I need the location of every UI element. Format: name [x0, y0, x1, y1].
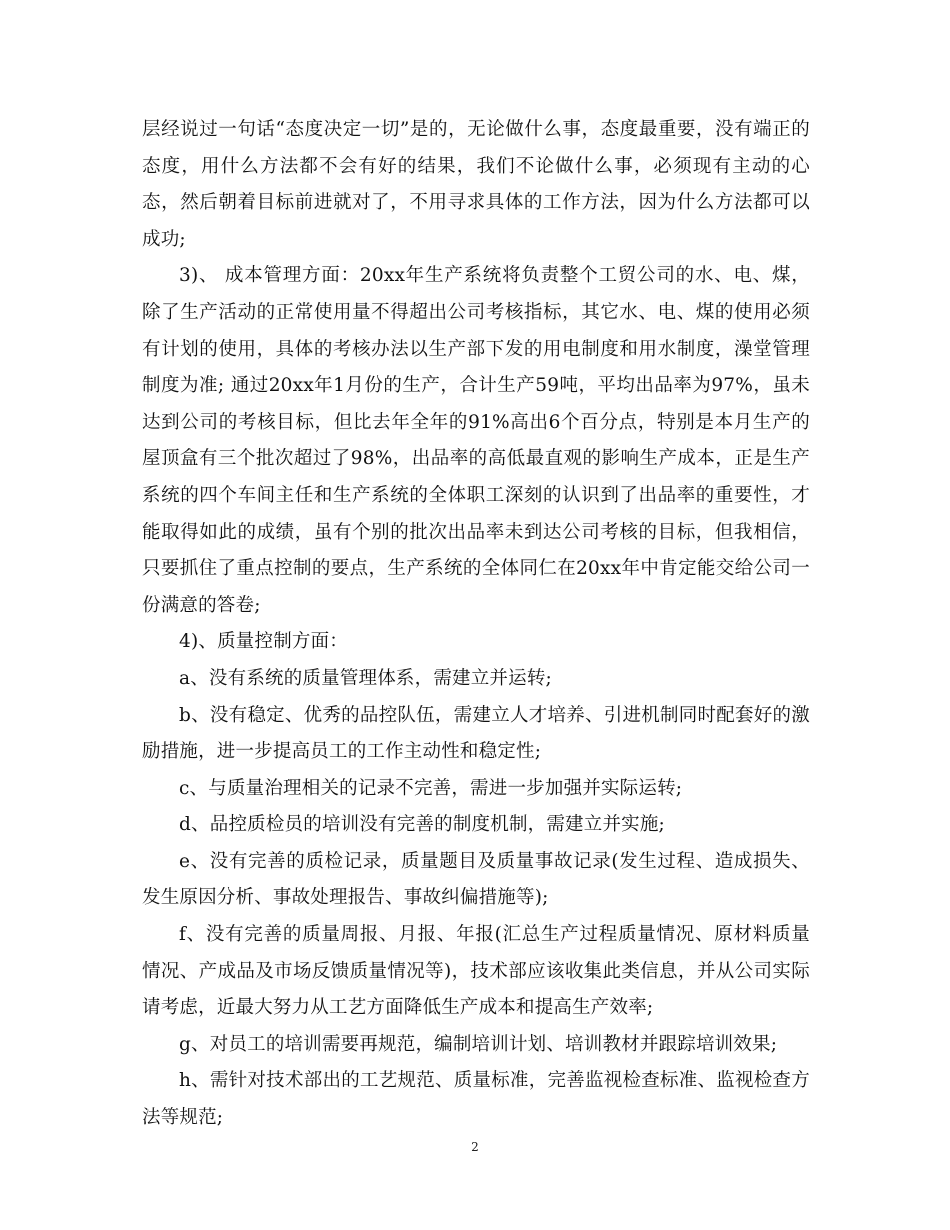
paragraph-attitude: 层经说过一句话“态度决定一切”是的，无论做什么事，态度最重要，没有端正的态度，用什么方法都不会有好的结果，我们不论做什么事，必须现有主动的心态，然后朝着目标前进就对了，不用寻求具体的工作方法，因为什么方法都可以成功; — [142, 119, 810, 250]
list-item-a: a、没有系统的质量管理体系，需建立并运转; — [179, 667, 552, 689]
list-item-g: g、对员工的培训需要再规范，编制培训计划、培训教材并跟踪培训效果; — [179, 1033, 778, 1055]
list-item-d: d、品控质检员的培训没有完善的制度机制，需建立并实施; — [179, 814, 665, 836]
list-item-h: h、需针对技术部出的工艺规范、质量标准，完善监视检查标准、监视检查方法等规范; — [142, 1070, 810, 1129]
page-number: 2 — [471, 1140, 479, 1154]
paragraph-cost-management: 3)、 成本管理方面：20xx年生产系统将负责整个工贸公司的水、电、煤，除了生产活动的正常使用量不得超出公司考核指标，其它水、电、煤的使用必须有计划的使用，具体的考核办法以生产部下发的用电制度和用水制度，澡堂管理制度为准; 通过20xx年1月份的生产，合计生产59吨，平均出品率为97%，虽未达到公司的考核目标，但比去年全年的91%高出6个百分点，特别是本月生产的屋顶盒有三个批次超过了98%，出品率的高低最直观的影响生产成本，正是生产系统的四个车间主任和生产系统的全体职工深刻的认识到了出品率的重要性，才能取得如此的成绩，虽有个别的批次出品率未到达公司考核的目标，但我相信，只要抓住了重点控制的要点，生产系统的全体同仁在20xx年中肯定能交给公司一份满意的答卷; — [142, 265, 810, 616]
list-item-e: e、没有完善的质检记录，质量题目及质量事故记录(发生过程、造成损失、发生原因分析、事故处理报告、事故纠偏措施等); — [142, 850, 810, 909]
body-text — [142, 112, 810, 1137]
list-item-b: b、没有稳定、优秀的品控队伍，需建立人才培养、引进机制同时配套好的激励措施，进一步提高员工的工作主动性和稳定性; — [142, 704, 810, 763]
list-item-f: f、没有完善的质量周报、月报、年报(汇总生产过程质量情况、原材料质量情况、产成品及市场反馈质量情况等)，技术部应该收集此类信息，并从公司实际请考虑，近最大努力从工艺方面降低生产成本和提高生产效率; — [142, 924, 810, 1019]
list-item-c: c、与质量治理相关的记录不完善，需进一步加强并实际运转; — [179, 777, 683, 799]
paragraph-quality-control-heading: 4)、质量控制方面： — [179, 631, 348, 653]
